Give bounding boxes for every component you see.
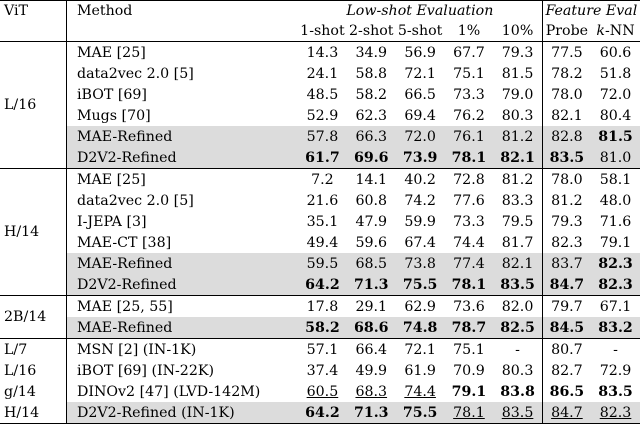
value-cell: 81.2 (551, 192, 583, 209)
method-cell: MAE [25, 55] (67, 296, 299, 318)
value-cell: 74.2 (404, 192, 436, 209)
vit-group-label: 2B/14 (0, 296, 67, 339)
value-cell: 52.9 (306, 107, 339, 124)
value-cell: 84.7 (542, 402, 591, 424)
value-cell: 67.4 (404, 234, 436, 251)
value-cell: 78.1 (445, 147, 494, 169)
value-cell: 80.7 (542, 339, 591, 361)
table-row (0, 296, 640, 318)
table-row (0, 63, 640, 84)
value-cell: 81.2 (493, 169, 542, 191)
header-low-shot: Low-shot Evaluation (298, 1, 542, 22)
vit-label: g/14 (4, 383, 36, 400)
value-cell: 73.6 (445, 296, 494, 318)
table-row (0, 339, 640, 361)
value-cell: 59.6 (355, 234, 388, 251)
value-cell: 74.4 (453, 234, 485, 251)
method-cell: iBOT [69] (67, 84, 299, 105)
value-cell: 57.1 (298, 339, 347, 361)
table-row (0, 211, 640, 232)
value-cell: 83.5 (493, 402, 542, 424)
value-cell: 29.1 (347, 296, 396, 318)
value-cell: 84.7 (542, 274, 591, 296)
table-row (0, 232, 640, 253)
value-cell: 62.9 (396, 296, 445, 318)
value-cell: 21.6 (306, 192, 339, 209)
value-cell: 58.2 (355, 86, 388, 103)
value-cell: 59.9 (404, 213, 436, 230)
value-cell: 48.5 (306, 86, 339, 103)
value-cell: 68.3 (355, 383, 388, 400)
method-cell: MAE-Refined (67, 317, 299, 339)
col-1-percent: 1% (457, 23, 481, 39)
table-row (0, 147, 640, 169)
value-cell: 67.7 (445, 42, 494, 64)
value-cell: 74.4 (404, 383, 436, 400)
value-cell: 73.9 (396, 147, 445, 169)
value-cell: 82.3 (591, 253, 640, 274)
value-cell: 59.5 (298, 253, 347, 274)
value-cell: 75.5 (396, 402, 445, 424)
value-cell: 82.1 (551, 107, 583, 124)
value-cell: 72.8 (445, 169, 494, 191)
value-cell: 51.8 (599, 65, 632, 82)
value-cell: 82.0 (493, 296, 542, 318)
table-row (0, 126, 640, 147)
value-cell: 78.1 (445, 274, 494, 296)
value-cell: 83.3 (493, 190, 542, 211)
value-cell: 72.0 (599, 86, 632, 103)
value-cell: 66.5 (404, 86, 436, 103)
method-cell: D2V2-Refined (67, 147, 299, 169)
value-cell: 82.8 (542, 126, 591, 147)
value-cell: 71.3 (347, 402, 396, 424)
value-cell: 64.2 (298, 402, 347, 424)
value-cell: 79.0 (493, 84, 542, 105)
value-cell: 47.9 (355, 213, 388, 230)
method-cell: D2V2-Refined (IN-1K) (67, 402, 299, 424)
value-cell: 62.3 (355, 107, 388, 124)
value-cell: - (493, 339, 542, 361)
table-row (0, 381, 640, 402)
value-cell: 81.2 (493, 126, 542, 147)
table-row (0, 402, 640, 424)
vit-group-label: L/16 (0, 42, 67, 169)
vit-group-label: H/14 (0, 169, 67, 296)
value-cell: 71.3 (347, 274, 396, 296)
value-cell: 71.6 (599, 213, 632, 230)
table-row (0, 317, 640, 339)
value-cell: 72.0 (396, 126, 445, 147)
value-cell: 78.0 (551, 86, 583, 103)
method-cell: MAE-CT [38] (67, 232, 299, 253)
value-cell: 83.8 (493, 381, 542, 402)
value-cell: 14.3 (298, 42, 347, 64)
method-cell: MAE [25] (67, 42, 299, 64)
value-cell: 72.9 (599, 362, 632, 379)
value-cell: 73.8 (396, 253, 445, 274)
value-cell: 76.2 (453, 107, 485, 124)
value-cell: 61.9 (404, 362, 436, 379)
col-1-shot: 1-shot (300, 23, 345, 39)
method-cell: Mugs [70] (67, 105, 299, 126)
table-row (0, 84, 640, 105)
value-cell: 78.0 (542, 169, 591, 191)
method-cell: I-JEPA [3] (67, 211, 299, 232)
value-cell: 79.1 (599, 234, 632, 251)
value-cell: 75.1 (445, 339, 494, 361)
value-cell: 57.8 (298, 126, 347, 147)
vit-label: L/7 (0, 339, 67, 361)
method-cell: D2V2-Refined (67, 274, 299, 296)
value-cell: 83.7 (542, 253, 591, 274)
col-knn: k-NN (596, 23, 635, 39)
value-cell: 34.9 (347, 42, 396, 64)
value-cell: 79.1 (451, 383, 487, 400)
value-cell: 77.6 (453, 192, 485, 209)
value-cell: 74.8 (396, 317, 445, 339)
table-row (0, 42, 640, 64)
vit-label: H/14 (0, 402, 67, 424)
value-cell: 66.3 (347, 126, 396, 147)
value-cell: 60.5 (306, 383, 339, 400)
value-cell: - (591, 339, 640, 361)
value-cell: 70.9 (453, 362, 485, 379)
header-method: Method (67, 1, 299, 22)
method-cell: MSN [2] (IN-1K) (67, 339, 299, 361)
header-feature-eval: Feature Eval (542, 1, 640, 22)
value-cell: 75.1 (453, 65, 485, 82)
method-cell: MAE-Refined (67, 253, 299, 274)
value-cell: 82.3 (591, 274, 640, 296)
value-cell: 37.4 (306, 362, 339, 379)
value-cell: 82.3 (551, 234, 583, 251)
value-cell: 82.1 (493, 147, 542, 169)
table-row (0, 274, 640, 296)
method-cell: data2vec 2.0 [5] (67, 190, 299, 211)
value-cell: 40.2 (396, 169, 445, 191)
value-cell: 17.8 (298, 296, 347, 318)
value-cell: 73.3 (453, 86, 485, 103)
value-cell: 82.1 (493, 253, 542, 274)
value-cell: 76.1 (445, 126, 494, 147)
value-cell: 80.3 (493, 105, 542, 126)
value-cell: 79.7 (542, 296, 591, 318)
value-cell: 80.3 (493, 360, 542, 381)
value-cell: 35.1 (306, 213, 339, 230)
value-cell: 66.4 (347, 339, 396, 361)
value-cell: 14.1 (347, 169, 396, 191)
value-cell: 82.3 (591, 402, 640, 424)
value-cell: 81.5 (591, 126, 640, 147)
value-cell: 69.6 (347, 147, 396, 169)
value-cell: 83.5 (493, 274, 542, 296)
col-10-percent: 10% (493, 21, 542, 42)
value-cell: 61.7 (298, 147, 347, 169)
value-cell: 68.6 (347, 317, 396, 339)
value-cell: 78.2 (551, 65, 583, 82)
method-cell: DINOv2 [47] (LVD-142M) (67, 381, 299, 402)
table-row (0, 190, 640, 211)
value-cell: 69.4 (404, 107, 436, 124)
value-cell: 49.9 (355, 362, 388, 379)
value-cell: 80.4 (599, 107, 632, 124)
table-row (0, 360, 640, 381)
value-cell: 83.5 (542, 147, 591, 169)
value-cell: 86.5 (549, 383, 585, 400)
value-cell: 67.1 (591, 296, 640, 318)
value-cell: 77.4 (445, 253, 494, 274)
value-cell: 83.5 (598, 383, 633, 400)
value-cell: 79.5 (493, 211, 542, 232)
method-cell: data2vec 2.0 [5] (67, 63, 299, 84)
value-cell: 82.5 (493, 317, 542, 339)
value-cell: 83.2 (591, 317, 640, 339)
value-cell: 78.7 (445, 317, 494, 339)
col-5-shot: 5-shot (397, 23, 443, 39)
value-cell: 60.8 (355, 192, 388, 209)
value-cell: 78.1 (445, 402, 494, 424)
table-row (0, 253, 640, 274)
method-cell: MAE [25] (67, 169, 299, 191)
value-cell: 60.6 (591, 42, 640, 64)
value-cell: 68.5 (347, 253, 396, 274)
value-cell: 72.1 (396, 339, 445, 361)
value-cell: 79.3 (493, 42, 542, 64)
value-cell: 24.1 (306, 65, 339, 82)
method-cell: iBOT [69] (IN-22K) (67, 360, 299, 381)
table-row (0, 169, 640, 191)
value-cell: 48.0 (599, 192, 632, 209)
method-cell: MAE-Refined (67, 126, 299, 147)
value-cell: 81.0 (591, 147, 640, 169)
value-cell: 77.5 (542, 42, 591, 64)
value-cell: 64.2 (298, 274, 347, 296)
value-cell: 82.7 (551, 362, 583, 379)
table-row (0, 105, 640, 126)
value-cell: 72.1 (404, 65, 436, 82)
value-cell: 84.5 (542, 317, 591, 339)
value-cell: 81.5 (493, 63, 542, 84)
value-cell: 56.9 (396, 42, 445, 64)
value-cell: 73.3 (453, 213, 485, 230)
value-cell: 79.3 (551, 213, 583, 230)
col-2-shot: 2-shot (349, 23, 394, 39)
vit-label: L/16 (4, 362, 37, 379)
value-cell: 58.1 (591, 169, 640, 191)
value-cell: 58.2 (298, 317, 347, 339)
header-vit: ViT (0, 1, 67, 22)
value-cell: 81.7 (493, 232, 542, 253)
value-cell: 75.5 (396, 274, 445, 296)
col-probe: Probe (545, 23, 589, 39)
value-cell: 7.2 (298, 169, 347, 191)
value-cell: 58.8 (355, 65, 388, 82)
value-cell: 49.4 (306, 234, 339, 251)
